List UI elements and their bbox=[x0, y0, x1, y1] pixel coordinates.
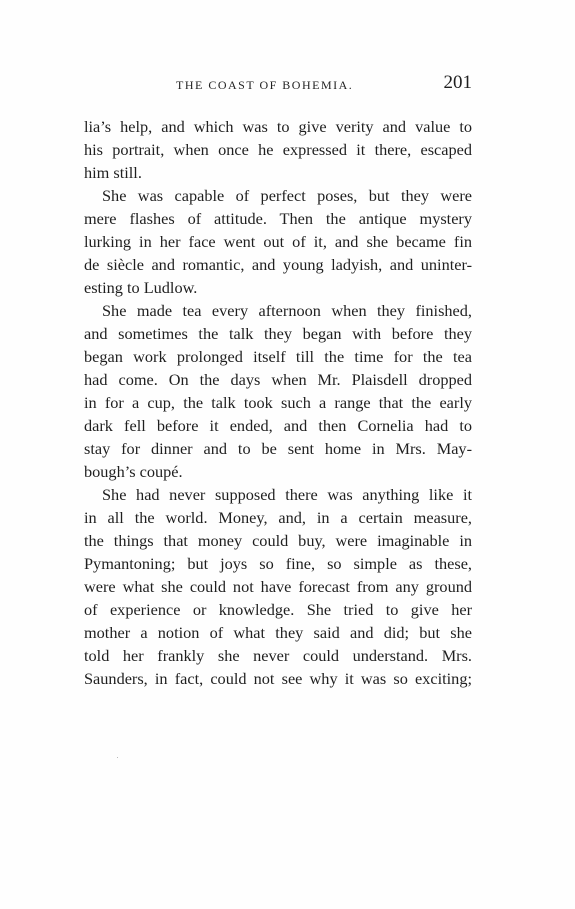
running-header bbox=[84, 70, 474, 98]
text-line: She had never supposed there was anything like it bbox=[102, 485, 472, 504]
text-line: began work prolonged itself till the time for the tea bbox=[84, 347, 472, 366]
text-line: Saunders, in fact, could not see why it was so exciting; bbox=[84, 669, 472, 688]
text-line: the things that money could buy, were imaginable in bbox=[84, 531, 472, 550]
paper-speck bbox=[117, 757, 118, 758]
text-line: mere flashes of attitude. Then the antique mystery bbox=[84, 209, 472, 228]
running-title: THE COAST OF BOHEMIA. bbox=[176, 78, 354, 92]
text-line: lia’s help, and which was to give verity and value to bbox=[84, 117, 472, 136]
text-line: had come. On the days when Mr. Plaisdell dropped bbox=[84, 370, 472, 389]
text-line: esting to Ludlow. bbox=[84, 278, 198, 297]
text-line: told her frankly she never could understand. Mrs. bbox=[84, 646, 472, 665]
text-line: dark fell before it ended, and then Cornelia had to bbox=[84, 416, 472, 435]
text-line: She was capable of perfect poses, but they were bbox=[102, 186, 472, 205]
text-line: de siècle and romantic, and young ladyish, and uninter- bbox=[84, 255, 472, 274]
text-line: in all the world. Money, and, in a certain measure, bbox=[84, 508, 472, 527]
text-line: stay for dinner and to be sent home in Mrs. May- bbox=[84, 439, 472, 458]
body-text bbox=[84, 115, 472, 690]
text-line: were what she could not have forecast from any ground bbox=[84, 577, 472, 596]
text-line: in for a cup, the talk took such a range that the early bbox=[84, 393, 472, 412]
text-line: Pymantoning; but joys so fine, so simple as these, bbox=[84, 554, 472, 573]
text-line: bough’s coupé. bbox=[84, 462, 183, 481]
text-line: of experience or knowledge. She tried to give her bbox=[84, 600, 472, 619]
text-line: and sometimes the talk they began with before they bbox=[84, 324, 472, 343]
text-line: him still. bbox=[84, 163, 142, 182]
text-line: She made tea every afternoon when they finished, bbox=[102, 301, 472, 320]
text-line: lurking in her face went out of it, and she became fin bbox=[84, 232, 472, 251]
page-number: 201 bbox=[443, 72, 472, 93]
text-line: his portrait, when once he expressed it there, escaped bbox=[84, 140, 472, 159]
text-line: mother a notion of what they said and did; but she bbox=[84, 623, 472, 642]
